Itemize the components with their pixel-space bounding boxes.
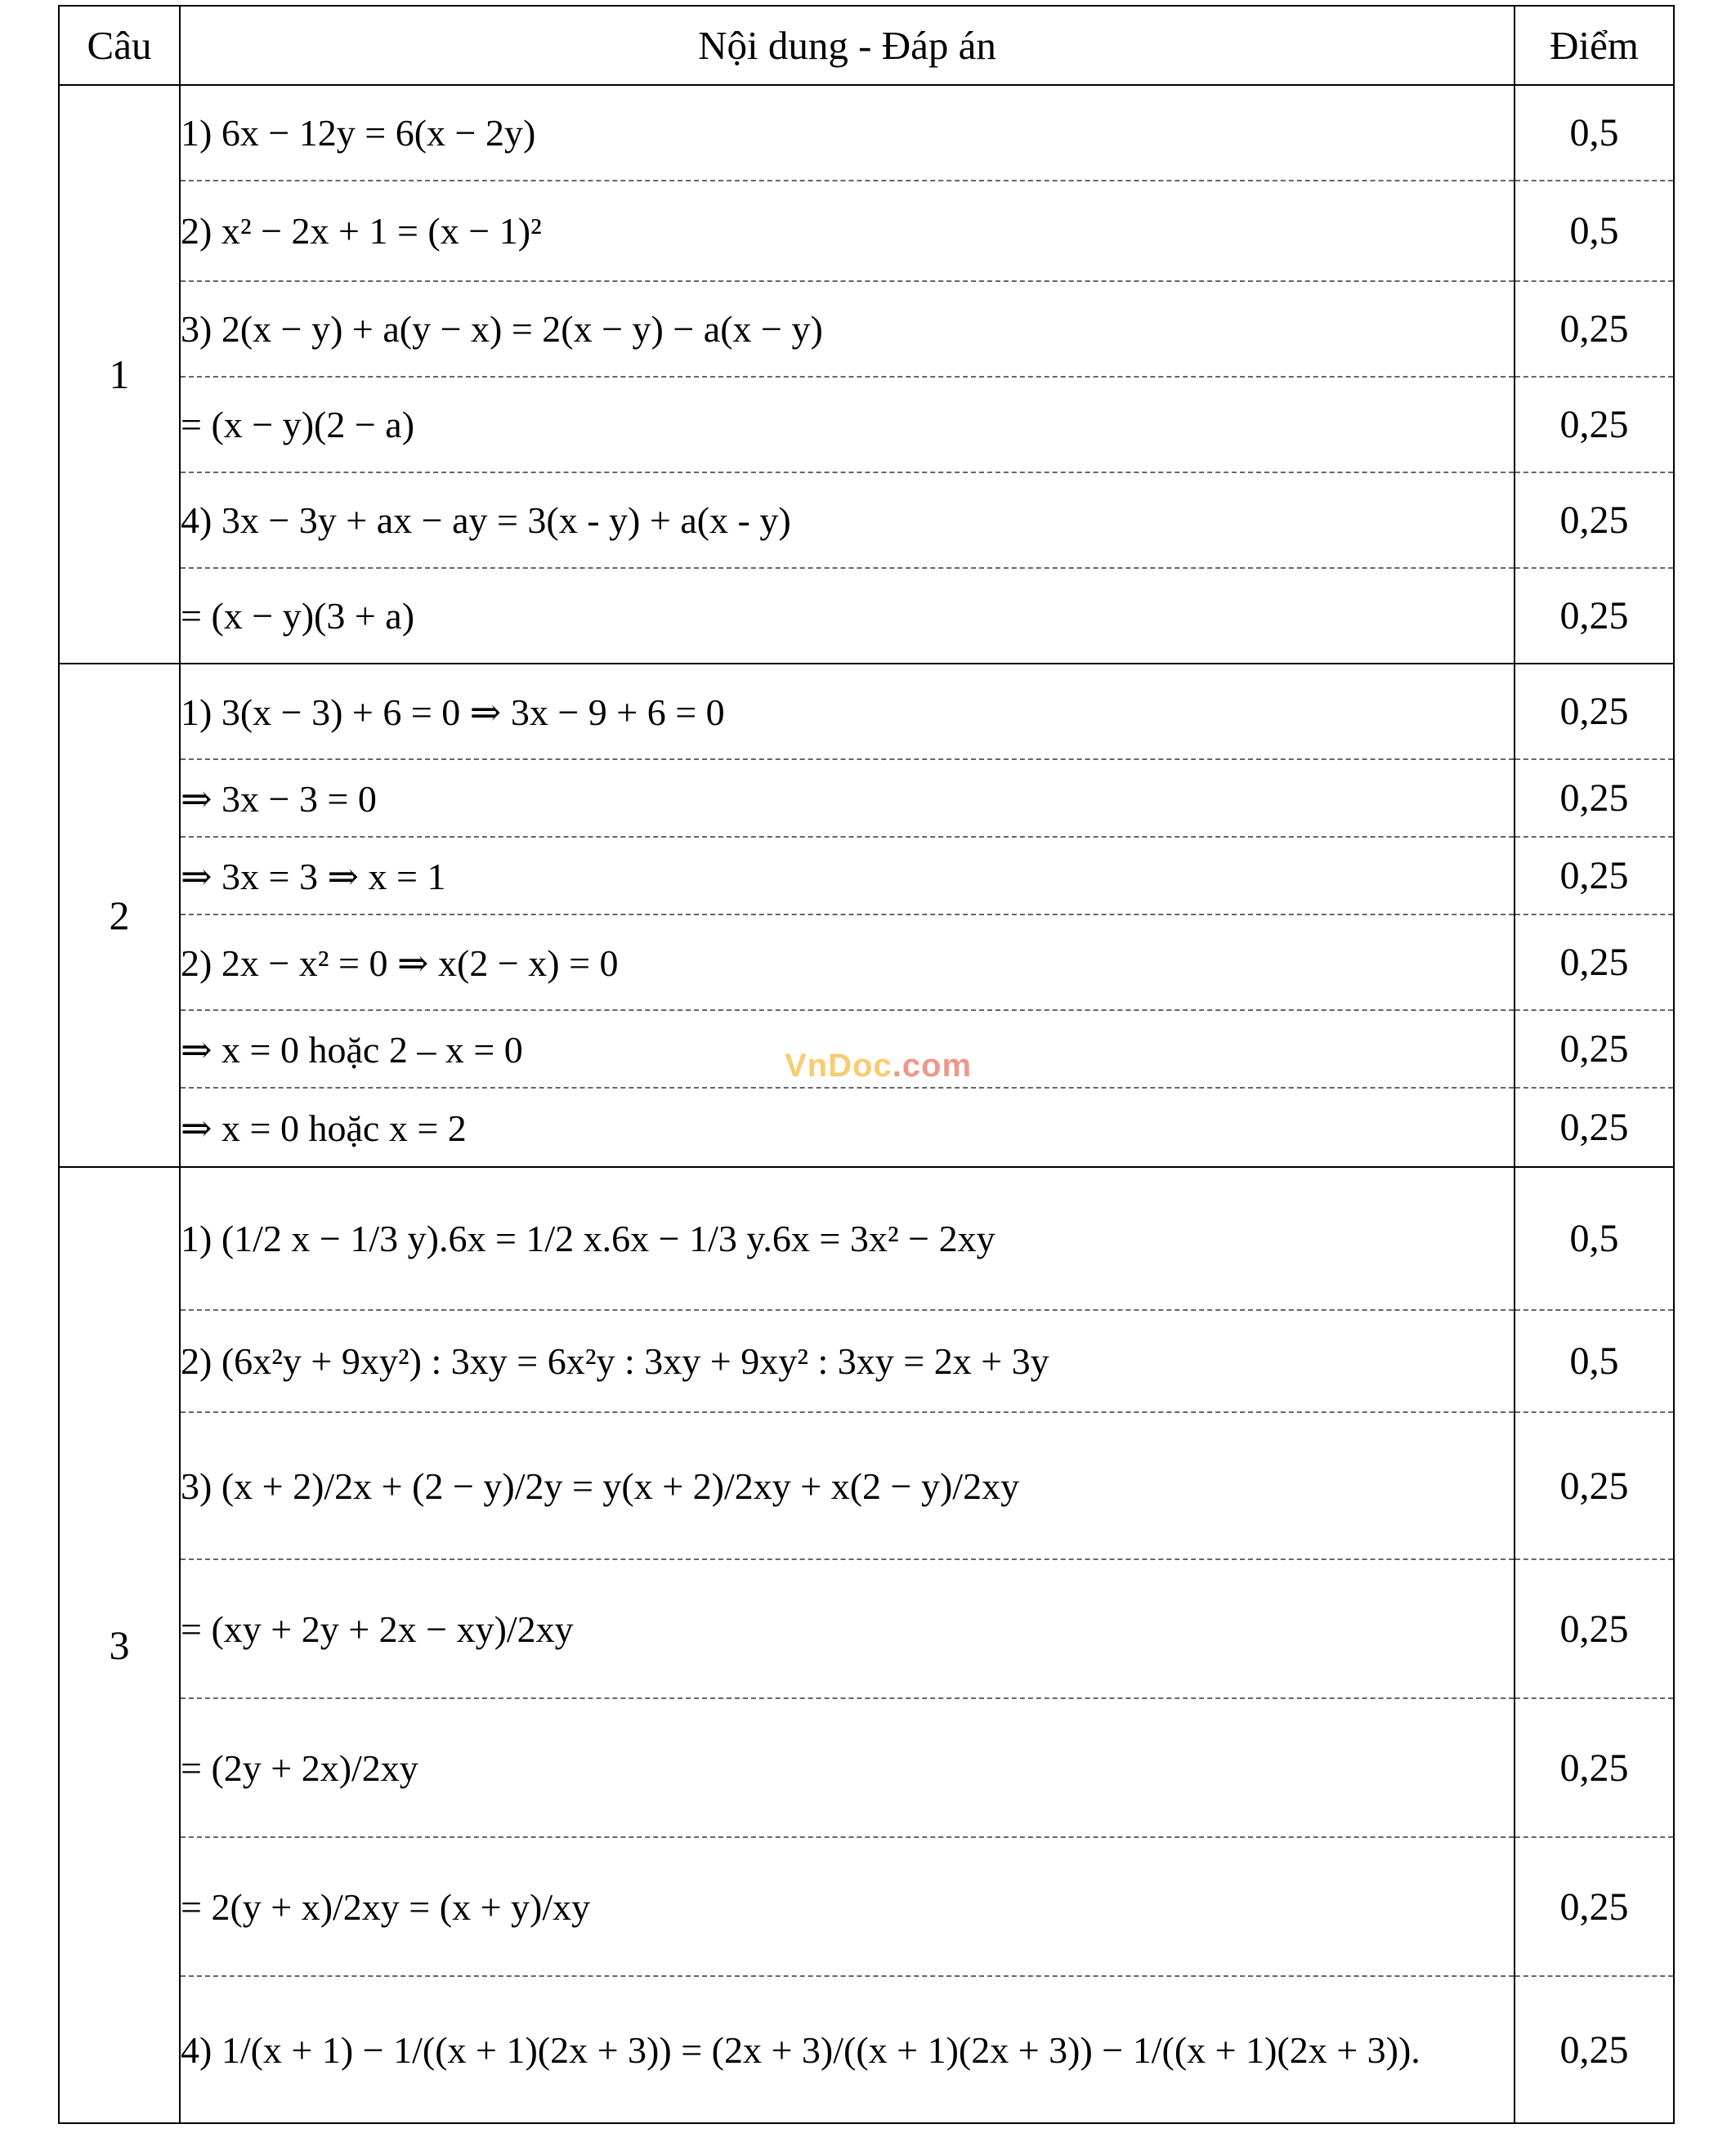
answer-score: 0,25 — [1515, 472, 1674, 568]
question-number: 3 — [59, 1167, 180, 2123]
answer-score: 0,25 — [1515, 377, 1674, 472]
question-number: 1 — [59, 85, 180, 664]
answer-content: ⇒ x = 0 hoặc 2 – x = 0 — [180, 1010, 1515, 1088]
table-row — [59, 837, 1674, 914]
question-number: 2 — [59, 664, 180, 1167]
table-row — [59, 568, 1674, 664]
table-row — [59, 472, 1674, 568]
answer-content: = 2(y + x)/2xy = (x + y)/xy — [180, 1837, 1515, 1976]
answer-score: 0,25 — [1515, 1976, 1674, 2123]
table-row — [59, 664, 1674, 759]
table-row — [59, 1088, 1674, 1167]
answer-content: 4) 3x − 3y + ax − ay = 3(x - y) + a(x - y) — [180, 472, 1515, 568]
answer-score: 0,25 — [1515, 1837, 1674, 1976]
answer-score: 0,25 — [1515, 759, 1674, 837]
answer-score: 0,5 — [1515, 1310, 1674, 1412]
table-row — [59, 181, 1674, 281]
answer-content: 1) (1/2 x − 1/3 y).6x = 1/2 x.6x − 1/3 y.6x = 3x² − 2xy — [180, 1167, 1515, 1310]
table-row — [59, 85, 1674, 181]
answer-score: 0,5 — [1515, 1167, 1674, 1310]
table-row — [59, 914, 1674, 1010]
answer-score: 0,25 — [1515, 1559, 1674, 1698]
header-score: Điểm — [1515, 6, 1674, 85]
table-row — [59, 377, 1674, 472]
answer-score: 0,25 — [1515, 914, 1674, 1010]
answer-content: 1) 3(x − 3) + 6 = 0 ⇒ 3x − 9 + 6 = 0 — [180, 664, 1515, 759]
answer-content: 2) 2x − x² = 0 ⇒ x(2 − x) = 0 — [180, 914, 1515, 1010]
answer-score: 0,5 — [1515, 85, 1674, 181]
header-content: Nội dung - Đáp án — [180, 6, 1515, 85]
table-row — [59, 1167, 1674, 1310]
answer-content: ⇒ 3x = 3 ⇒ x = 1 — [180, 837, 1515, 914]
answer-score: 0,25 — [1515, 1412, 1674, 1559]
watermark-suffix: .com — [892, 1048, 973, 1084]
answer-score: 0,5 — [1515, 181, 1674, 281]
answer-content: = (x − y)(2 − a) — [180, 377, 1515, 472]
table-row — [59, 281, 1674, 377]
header-cau: Câu — [59, 6, 180, 85]
answer-score: 0,25 — [1515, 1010, 1674, 1088]
table-header-row — [59, 6, 1674, 85]
answer-content: ⇒ 3x − 3 = 0 — [180, 759, 1515, 837]
watermark-brand: VnDoc — [785, 1048, 893, 1084]
table-row — [59, 1310, 1674, 1412]
table-row — [59, 1837, 1674, 1976]
table-row — [59, 1412, 1674, 1559]
answer-score: 0,25 — [1515, 1088, 1674, 1167]
vndoc-watermark — [785, 1048, 972, 1084]
table-row — [59, 759, 1674, 837]
answer-score: 0,25 — [1515, 837, 1674, 914]
answer-content: 3) 2(x − y) + a(y − x) = 2(x − y) − a(x − y) — [180, 281, 1515, 377]
answer-score: 0,25 — [1515, 568, 1674, 664]
answer-content: = (2y + 2x)/2xy — [180, 1698, 1515, 1837]
table-row — [59, 1976, 1674, 2123]
answer-content: 4) 1/(x + 1) − 1/((x + 1)(2x + 3)) = (2x + 3)/((x + 1)(2x + 3)) − 1/((x + 1)(2x + 3)). — [180, 1976, 1515, 2123]
answer-content: = (x − y)(3 + a) — [180, 568, 1515, 664]
answer-score: 0,25 — [1515, 1698, 1674, 1837]
answer-content: 2) (6x²y + 9xy²) : 3xy = 6x²y : 3xy + 9xy² : 3xy = 2x + 3y — [180, 1310, 1515, 1412]
answer-content: 1) 6x − 12y = 6(x − 2y) — [180, 85, 1515, 181]
table-row — [59, 1698, 1674, 1837]
answer-content: ⇒ x = 0 hoặc x = 2 — [180, 1088, 1515, 1167]
answer-content: 3) (x + 2)/2x + (2 − y)/2y = y(x + 2)/2xy + x(2 − y)/2xy — [180, 1412, 1515, 1559]
answer-content: = (xy + 2y + 2x − xy)/2xy — [180, 1559, 1515, 1698]
answer-content: 2) x² − 2x + 1 = (x − 1)² — [180, 181, 1515, 281]
answer-score: 0,25 — [1515, 281, 1674, 377]
table-row — [59, 1559, 1674, 1698]
answer-score: 0,25 — [1515, 664, 1674, 759]
